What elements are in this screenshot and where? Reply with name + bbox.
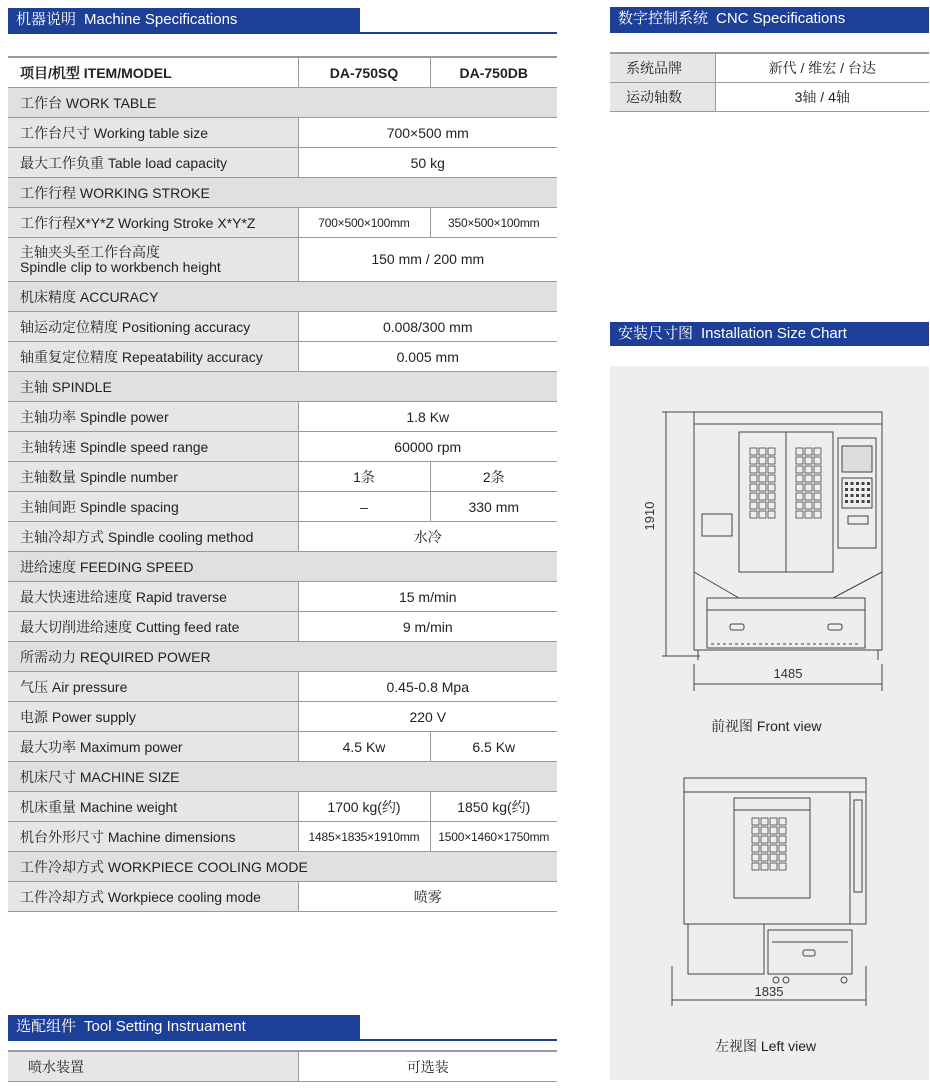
cnc-value: 3轴 / 4轴 (715, 83, 929, 112)
panel-key (862, 488, 865, 491)
spec-label: 最大工作负重 Table load capacity (8, 148, 298, 178)
cnc-row (610, 83, 929, 112)
spec-label-line1: 主轴夹头至工作台高度 (20, 243, 160, 260)
vent-cell (761, 863, 768, 870)
spec-row (8, 208, 557, 238)
spec-label (8, 238, 298, 282)
vent-cell (759, 511, 766, 518)
install-title (610, 322, 929, 346)
vent-cell (796, 448, 803, 455)
spec-value-v2: 6.5 Kw (430, 732, 557, 762)
vent-cell (750, 457, 757, 464)
spec-value: 1.8 Kw (298, 402, 557, 432)
spec-label: 工作行程X*Y*Z Working Stroke X*Y*Z (8, 208, 298, 238)
spec-label: 主轴数量 Spindle number (8, 462, 298, 492)
vent-cell (814, 511, 821, 518)
tool-title (8, 1015, 360, 1039)
vent-cell (759, 466, 766, 473)
vent-cell (805, 475, 812, 482)
tool-label: 喷水装置 (8, 1051, 298, 1082)
spec-value: 150 mm / 200 mm (298, 238, 557, 282)
machine-spec-title-en: Machine Specifications (84, 11, 238, 28)
install-title-zh: 安装尺寸图 (618, 325, 694, 342)
vent-cell (752, 845, 759, 852)
vent-cell (770, 818, 777, 825)
cnc-value: 新代 / 维宏 / 台达 (715, 53, 929, 83)
vent-cell (761, 818, 768, 825)
left-view-drawing (610, 766, 929, 1016)
spec-value-v2: 1850 kg(约) (430, 792, 557, 822)
panel-key (845, 488, 848, 491)
spec-label: 最大功率 Maximum power (8, 732, 298, 762)
vent-cell (759, 493, 766, 500)
spec-label: 主轴冷却方式 Spindle cooling method (8, 522, 298, 552)
tool-title-zh: 选配组件 (16, 1018, 77, 1035)
vent-cell (750, 484, 757, 491)
spec-value: 700×500 mm (298, 118, 557, 148)
vent-cell (814, 502, 821, 509)
vent-cell (752, 818, 759, 825)
panel-key (867, 500, 870, 503)
vent-cell (750, 493, 757, 500)
vent-cell (750, 502, 757, 509)
spec-value: 喷雾 (298, 882, 557, 912)
tool-body (8, 1051, 557, 1082)
spec-row (8, 822, 557, 852)
spec-group-row (8, 762, 557, 792)
vent-cell (761, 854, 768, 861)
tool-title-en: Tool Setting Instruament (84, 1018, 246, 1035)
panel-key (862, 500, 865, 503)
spec-value: 50 kg (298, 148, 557, 178)
spec-value: 15 m/min (298, 582, 557, 612)
vent-cell (752, 863, 759, 870)
spec-value-v1: 1条 (298, 462, 430, 492)
vent-cell (759, 448, 766, 455)
vent-cell (770, 863, 777, 870)
vent-cell (805, 511, 812, 518)
spec-group-row (8, 552, 557, 582)
vent-cell (759, 457, 766, 464)
spec-label: 轴运动定位精度 Positioning accuracy (8, 312, 298, 342)
spec-value-v2: 2条 (430, 462, 557, 492)
tool-row (8, 1051, 557, 1082)
spec-label: 机台外形尺寸 Machine dimensions (8, 822, 298, 852)
spec-group-row (8, 372, 557, 402)
vent-cell (768, 493, 775, 500)
vent-cell (761, 836, 768, 843)
spec-header-model2: DA-750DB (430, 57, 557, 88)
vent-cell (768, 502, 775, 509)
machine-spec-table (8, 56, 557, 912)
front-view-caption: 前视图 Front view (711, 718, 822, 734)
vent-cell (770, 836, 777, 843)
vent-cell (779, 818, 786, 825)
panel-key (845, 494, 848, 497)
vent-cell (779, 827, 786, 834)
spec-value-v1: 4.5 Kw (298, 732, 430, 762)
vent-cell (752, 827, 759, 834)
spec-label: 主轴功率 Spindle power (8, 402, 298, 432)
spec-value: 60000 rpm (298, 432, 557, 462)
spec-value: 0.008/300 mm (298, 312, 557, 342)
vent-cell (779, 836, 786, 843)
spec-row (8, 732, 557, 762)
vent-cell (796, 484, 803, 491)
vent-cell (779, 854, 786, 861)
panel-key (845, 500, 848, 503)
spec-row (8, 522, 557, 552)
spec-label: 工作台尺寸 Working table size (8, 118, 298, 148)
spec-row (8, 238, 557, 282)
spec-header-item: 项目/机型 ITEM/MODEL (8, 57, 298, 88)
tool-table (8, 1050, 557, 1082)
machine-spec-underline (8, 32, 557, 34)
spec-row (8, 882, 557, 912)
spec-row (8, 612, 557, 642)
spec-row (8, 672, 557, 702)
machine-spec-title (8, 8, 360, 32)
vent-cell (770, 854, 777, 861)
spec-group-label: 主轴 SPINDLE (8, 372, 557, 402)
machine-spec-body (8, 57, 557, 912)
vent-cell (768, 448, 775, 455)
panel-key (867, 482, 870, 485)
vent-cell (814, 475, 821, 482)
spec-row (8, 492, 557, 522)
panel-key (856, 500, 859, 503)
vent-cell (768, 466, 775, 473)
spec-label: 主轴间距 Spindle spacing (8, 492, 298, 522)
spec-group-row (8, 88, 557, 118)
spec-group-label: 进给速度 FEEDING SPEED (8, 552, 557, 582)
vent-cell (768, 457, 775, 464)
spec-row (8, 312, 557, 342)
spec-value-v1: 700×500×100mm (298, 208, 430, 238)
spec-group-label: 工作行程 WORKING STROKE (8, 178, 557, 208)
panel-key (856, 488, 859, 491)
panel-key (851, 482, 854, 485)
spec-group-label: 机床尺寸 MACHINE SIZE (8, 762, 557, 792)
vent-cell (814, 457, 821, 464)
panel-key (867, 494, 870, 497)
spec-group-row (8, 852, 557, 882)
cnc-table (610, 52, 929, 112)
front-height-label: 1910 (642, 501, 657, 531)
left-view-caption: 左视图 Left view (715, 1038, 817, 1054)
vent-cell (768, 511, 775, 518)
panel-key (862, 482, 865, 485)
spec-label: 最大快速进给速度 Rapid traverse (8, 582, 298, 612)
panel-key (851, 500, 854, 503)
vent-cell (805, 484, 812, 491)
spec-group-row (8, 178, 557, 208)
vent-cell (752, 854, 759, 861)
spec-group-label: 工件冷却方式 WORKPIECE COOLING MODE (8, 852, 557, 882)
cnc-row (610, 53, 929, 83)
front-view-drawing (610, 366, 929, 706)
vent-cell (750, 448, 757, 455)
spec-header-row (8, 57, 557, 88)
spec-value-v1: – (298, 492, 430, 522)
spec-row (8, 582, 557, 612)
install-drawing-panel (610, 366, 929, 1080)
vent-cell (796, 457, 803, 464)
vent-cell (770, 845, 777, 852)
cnc-label: 运动轴数 (610, 83, 715, 112)
spec-row (8, 702, 557, 732)
vent-cell (759, 484, 766, 491)
cnc-underline (610, 31, 929, 33)
vent-cell (768, 475, 775, 482)
spec-value: 水冷 (298, 522, 557, 552)
vent-cell (761, 827, 768, 834)
vent-cell (805, 448, 812, 455)
vent-cell (796, 502, 803, 509)
tool-value: 可选装 (298, 1051, 557, 1082)
cnc-title-zh: 数字控制系统 (618, 10, 709, 27)
cnc-body (610, 53, 929, 112)
tool-underline (8, 1039, 557, 1041)
spec-row (8, 342, 557, 372)
vent-cell (770, 827, 777, 834)
vent-cell (805, 466, 812, 473)
vent-cell (814, 493, 821, 500)
spec-value: 0.005 mm (298, 342, 557, 372)
spec-value: 220 V (298, 702, 557, 732)
vent-cell (796, 511, 803, 518)
spec-group-label: 所需动力 REQUIRED POWER (8, 642, 557, 672)
spec-group-row (8, 282, 557, 312)
spec-row (8, 462, 557, 492)
spec-label: 最大切削进给速度 Cutting feed rate (8, 612, 298, 642)
cnc-title-en: CNC Specifications (716, 10, 846, 27)
spec-label: 主轴转速 Spindle speed range (8, 432, 298, 462)
vent-cell (759, 475, 766, 482)
vent-cell (750, 511, 757, 518)
vent-cell (814, 448, 821, 455)
spec-value-v2: 350×500×100mm (430, 208, 557, 238)
panel-key (867, 488, 870, 491)
front-width-label: 1485 (773, 666, 803, 681)
panel-key (862, 494, 865, 497)
panel-key (851, 494, 854, 497)
left-width-label: 1835 (754, 984, 784, 999)
spec-value-v1: 1485×1835×1910mm (298, 822, 430, 852)
spec-header-model1: DA-750SQ (298, 57, 430, 88)
spec-value-v1: 1700 kg(约) (298, 792, 430, 822)
vent-cell (759, 502, 766, 509)
panel-key (856, 482, 859, 485)
vent-cell (768, 484, 775, 491)
machine-spec-title-zh: 机器说明 (16, 11, 77, 28)
panel-key (856, 494, 859, 497)
spec-value-v2: 330 mm (430, 492, 557, 522)
panel-key (851, 488, 854, 491)
cnc-label: 系统品牌 (610, 53, 715, 83)
spec-row (8, 402, 557, 432)
vent-cell (750, 466, 757, 473)
spec-label: 气压 Air pressure (8, 672, 298, 702)
cnc-title (610, 7, 929, 31)
vent-cell (750, 475, 757, 482)
spec-row (8, 432, 557, 462)
vent-cell (752, 836, 759, 843)
spec-label: 机床重量 Machine weight (8, 792, 298, 822)
vent-cell (805, 457, 812, 464)
vent-cell (779, 845, 786, 852)
vent-cell (761, 845, 768, 852)
panel-key (845, 482, 848, 485)
spec-group-label: 机床精度 ACCURACY (8, 282, 557, 312)
vent-cell (805, 502, 812, 509)
vent-cell (805, 493, 812, 500)
spec-group-row (8, 642, 557, 672)
spec-row (8, 148, 557, 178)
spec-row (8, 792, 557, 822)
install-title-en: Installation Size Chart (701, 325, 847, 342)
vent-cell (796, 493, 803, 500)
vent-cell (814, 484, 821, 491)
spec-label: 电源 Power supply (8, 702, 298, 732)
spec-row (8, 118, 557, 148)
vent-cell (779, 863, 786, 870)
spec-label-line2: Spindle clip to workbench height (20, 258, 221, 275)
spec-label: 工件冷却方式 Workpiece cooling mode (8, 882, 298, 912)
vent-cell (814, 466, 821, 473)
vent-cell (796, 475, 803, 482)
spec-label: 轴重复定位精度 Repeatability accuracy (8, 342, 298, 372)
spec-group-label: 工作台 WORK TABLE (8, 88, 557, 118)
vent-cell (796, 466, 803, 473)
spec-value: 0.45-0.8 Mpa (298, 672, 557, 702)
spec-value-v2: 1500×1460×1750mm (430, 822, 557, 852)
spec-value: 9 m/min (298, 612, 557, 642)
